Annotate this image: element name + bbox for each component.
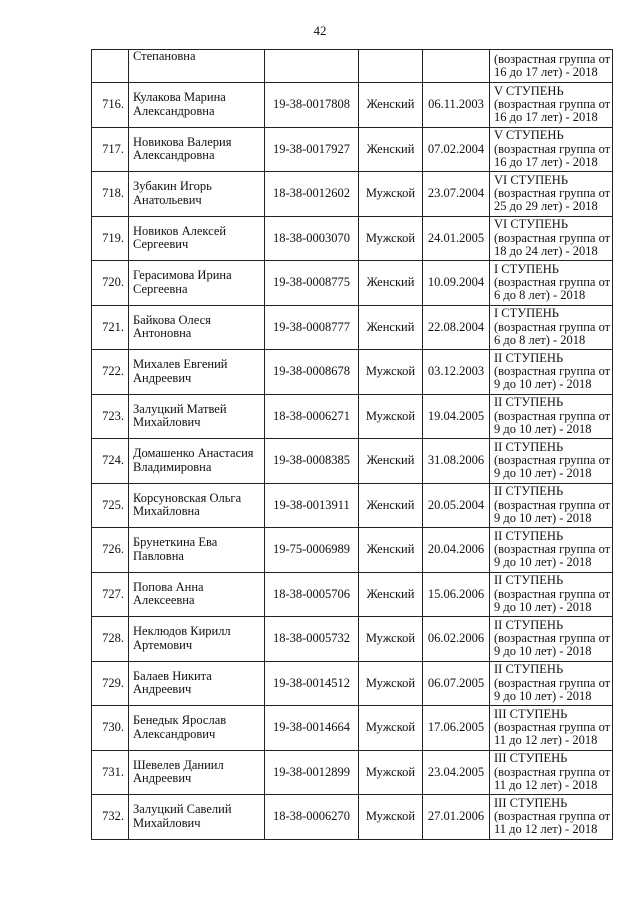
- row-number: 725.: [92, 483, 129, 528]
- participant-level: [490, 127, 613, 172]
- participant-gender: Мужской: [359, 350, 423, 395]
- level-line: (возрастная группа от: [494, 186, 611, 201]
- level-line: (возрастная группа от: [494, 809, 611, 824]
- level-line: (возрастная группа от: [494, 631, 611, 646]
- table-row: [92, 572, 613, 617]
- participant-gender: Мужской: [359, 216, 423, 261]
- participant-level: [490, 350, 613, 395]
- row-number: 722.: [92, 350, 129, 395]
- row-number: 729.: [92, 661, 129, 706]
- row-number: 724.: [92, 439, 129, 484]
- participant-gender: Женский: [359, 261, 423, 306]
- participant-name: [129, 750, 265, 795]
- participant-birthdate: 22.08.2004: [423, 305, 490, 350]
- name-line: Залуцкий Матвей: [133, 401, 227, 416]
- participant-birthdate: 19.04.2005: [423, 394, 490, 439]
- level-line: (возрастная группа от: [494, 364, 611, 379]
- table-row: [92, 617, 613, 662]
- level-line: 9 до 10 лет) - 2018: [494, 466, 592, 481]
- level-line: 9 до 10 лет) - 2018: [494, 599, 592, 614]
- table-row: [92, 750, 613, 795]
- row-number: 727.: [92, 572, 129, 617]
- row-number: 723.: [92, 394, 129, 439]
- participant-gender: [359, 50, 423, 83]
- level-line: V СТУПЕНЬ: [494, 83, 564, 98]
- name-line: Бенедык Ярослав: [133, 713, 227, 728]
- row-number: [92, 50, 129, 83]
- level-line: 16 до 17 лет) - 2018: [494, 65, 598, 79]
- level-line: 16 до 17 лет) - 2018: [494, 154, 598, 169]
- level-line: III СТУПЕНЬ: [494, 795, 568, 810]
- participant-gender: Женский: [359, 305, 423, 350]
- table-row: [92, 305, 613, 350]
- participant-birthdate: 31.08.2006: [423, 439, 490, 484]
- table-row: [92, 261, 613, 306]
- level-line: 11 до 12 лет) - 2018: [494, 777, 598, 792]
- participant-name: [129, 483, 265, 528]
- participant-id: 19-38-0014512: [265, 661, 359, 706]
- participant-birthdate: [423, 50, 490, 83]
- level-line: II СТУПЕНЬ: [494, 350, 564, 365]
- participant-name: [129, 216, 265, 261]
- level-line: II СТУПЕНЬ: [494, 573, 564, 588]
- level-line: 11 до 12 лет) - 2018: [494, 822, 598, 837]
- level-line: II СТУПЕНЬ: [494, 662, 564, 677]
- table-row: [92, 706, 613, 751]
- level-line: (возрастная группа от: [494, 51, 611, 66]
- participant-name: [129, 706, 265, 751]
- name-line: Шевелев Даниил: [133, 757, 224, 772]
- table-row: [92, 528, 613, 573]
- row-number: 728.: [92, 617, 129, 662]
- participant-gender: Женский: [359, 528, 423, 573]
- name-line: Балаев Никита: [133, 668, 212, 683]
- level-line: I СТУПЕНЬ: [494, 306, 559, 321]
- participant-id: [265, 50, 359, 83]
- name-line: Попова Анна: [133, 579, 204, 594]
- name-line: Андреевич: [133, 771, 192, 786]
- table-row: [92, 216, 613, 261]
- participant-id: 19-38-0012899: [265, 750, 359, 795]
- participant-gender: Мужской: [359, 394, 423, 439]
- participant-birthdate: 27.01.2006: [423, 795, 490, 840]
- participant-id: 19-38-0013911: [265, 483, 359, 528]
- participant-birthdate: 15.06.2006: [423, 572, 490, 617]
- level-line: 9 до 10 лет) - 2018: [494, 555, 592, 570]
- participant-name: [129, 350, 265, 395]
- participant-gender: Мужской: [359, 706, 423, 751]
- row-number: 716.: [92, 83, 129, 128]
- name-line: Александрович: [133, 726, 216, 741]
- participant-gender: Мужской: [359, 661, 423, 706]
- participant-level: [490, 394, 613, 439]
- participant-level: [490, 528, 613, 573]
- row-number: 730.: [92, 706, 129, 751]
- participant-birthdate: 20.05.2004: [423, 483, 490, 528]
- participant-level: [490, 261, 613, 306]
- participant-id: 19-38-0008775: [265, 261, 359, 306]
- participant-gender: Женский: [359, 83, 423, 128]
- row-number: 720.: [92, 261, 129, 306]
- level-line: (возрастная группа от: [494, 675, 611, 690]
- name-line: Корсуновская Ольга: [133, 490, 242, 505]
- level-line: 16 до 17 лет) - 2018: [494, 110, 598, 125]
- name-line: Зубакин Игорь: [133, 179, 212, 194]
- name-line: Владимировна: [133, 459, 212, 474]
- level-line: (возрастная группа от: [494, 542, 611, 557]
- participant-id: 18-38-0006271: [265, 394, 359, 439]
- name-line: Андреевич: [133, 370, 192, 385]
- participant-name: [129, 261, 265, 306]
- participant-level: [490, 795, 613, 840]
- level-line: 9 до 10 лет) - 2018: [494, 644, 592, 659]
- level-line: 9 до 10 лет) - 2018: [494, 688, 592, 703]
- participant-level: [490, 617, 613, 662]
- participant-gender: Женский: [359, 572, 423, 617]
- level-line: II СТУПЕНЬ: [494, 617, 564, 632]
- level-line: VI СТУПЕНЬ: [494, 172, 569, 187]
- participant-name: [129, 439, 265, 484]
- participant-id: 18-38-0003070: [265, 216, 359, 261]
- level-line: III СТУПЕНЬ: [494, 706, 568, 721]
- name-line: Сергеевич: [133, 237, 189, 252]
- row-number: 717.: [92, 127, 129, 172]
- participant-birthdate: 23.04.2005: [423, 750, 490, 795]
- level-line: V СТУПЕНЬ: [494, 128, 564, 143]
- participant-birthdate: 03.12.2003: [423, 350, 490, 395]
- table-row: [92, 439, 613, 484]
- participant-gender: Мужской: [359, 750, 423, 795]
- participant-birthdate: 10.09.2004: [423, 261, 490, 306]
- participant-id: 19-38-0008777: [265, 305, 359, 350]
- row-number: 719.: [92, 216, 129, 261]
- participant-level: [490, 216, 613, 261]
- participant-level: [490, 83, 613, 128]
- level-line: (возрастная группа от: [494, 408, 611, 423]
- name-line: Новикова Валерия: [133, 134, 232, 149]
- table-row: [92, 127, 613, 172]
- participant-level: [490, 572, 613, 617]
- participant-level: [490, 50, 613, 83]
- name-line: Сергеевна: [133, 281, 188, 296]
- name-line: Александровна: [133, 148, 215, 163]
- participant-gender: Мужской: [359, 617, 423, 662]
- name-line: Неклюдов Кирилл: [133, 624, 231, 639]
- name-line: Михалев Евгений: [133, 357, 228, 372]
- participant-id: 19-38-0014664: [265, 706, 359, 751]
- table-row: [92, 394, 613, 439]
- level-line: (возрастная группа от: [494, 764, 611, 779]
- name-line: Алексеевна: [133, 593, 195, 608]
- level-line: II СТУПЕНЬ: [494, 439, 564, 454]
- level-line: 9 до 10 лет) - 2018: [494, 377, 592, 392]
- row-number: 718.: [92, 172, 129, 217]
- level-line: II СТУПЕНЬ: [494, 484, 564, 499]
- participant-level: [490, 305, 613, 350]
- participant-birthdate: 06.07.2005: [423, 661, 490, 706]
- level-line: 9 до 10 лет) - 2018: [494, 510, 592, 525]
- participant-id: 19-75-0006989: [265, 528, 359, 573]
- participant-name: [129, 572, 265, 617]
- table-row: [92, 795, 613, 840]
- participant-id: 18-38-0012602: [265, 172, 359, 217]
- participant-birthdate: 24.01.2005: [423, 216, 490, 261]
- participant-level: [490, 750, 613, 795]
- name-line: Брунеткина Ева: [133, 535, 218, 550]
- row-number: 726.: [92, 528, 129, 573]
- name-line: Павловна: [133, 548, 184, 563]
- row-number: 732.: [92, 795, 129, 840]
- participant-id: 19-38-0017808: [265, 83, 359, 128]
- level-line: 25 до 29 лет) - 2018: [494, 199, 598, 214]
- participant-birthdate: 20.04.2006: [423, 528, 490, 573]
- row-number: 721.: [92, 305, 129, 350]
- level-line: (возрастная группа от: [494, 720, 611, 735]
- name-line: Новиков Алексей: [133, 223, 227, 238]
- level-line: (возрастная группа от: [494, 97, 611, 112]
- participant-name: [129, 305, 265, 350]
- table-body: [92, 50, 613, 840]
- level-line: 6 до 8 лет) - 2018: [494, 288, 586, 303]
- name-line: Анатольевич: [133, 192, 202, 207]
- participant-level: [490, 706, 613, 751]
- table-row: [92, 83, 613, 128]
- participant-birthdate: 06.11.2003: [423, 83, 490, 128]
- name-line: Михайловна: [133, 504, 200, 519]
- participant-birthdate: 06.02.2006: [423, 617, 490, 662]
- name-line: Антоновна: [133, 326, 192, 341]
- table-row: [92, 661, 613, 706]
- participant-name: [129, 617, 265, 662]
- table-row: [92, 483, 613, 528]
- participant-name: Степановна: [129, 50, 265, 83]
- level-line: III СТУПЕНЬ: [494, 751, 568, 766]
- name-line: Артемович: [133, 637, 193, 652]
- participant-name: [129, 661, 265, 706]
- level-line: 6 до 8 лет) - 2018: [494, 332, 586, 347]
- participants-table: [91, 49, 613, 840]
- name-line: Михайлович: [133, 415, 201, 430]
- level-line: 9 до 10 лет) - 2018: [494, 421, 592, 436]
- name-line: Александровна: [133, 103, 215, 118]
- participant-birthdate: 23.07.2004: [423, 172, 490, 217]
- participant-id: 18-38-0005732: [265, 617, 359, 662]
- participant-id: 18-38-0006270: [265, 795, 359, 840]
- participant-level: [490, 439, 613, 484]
- level-line: (возрастная группа от: [494, 141, 611, 156]
- participant-gender: Женский: [359, 439, 423, 484]
- participant-gender: Женский: [359, 483, 423, 528]
- participant-level: [490, 483, 613, 528]
- participant-name: [129, 172, 265, 217]
- participant-name: [129, 83, 265, 128]
- participant-name: [129, 394, 265, 439]
- level-line: (возрастная группа от: [494, 275, 611, 290]
- table-row: [92, 172, 613, 217]
- level-line: VI СТУПЕНЬ: [494, 217, 569, 232]
- row-number: 731.: [92, 750, 129, 795]
- participant-id: 19-38-0017927: [265, 127, 359, 172]
- name-line: Залуцкий Савелий: [133, 802, 232, 817]
- level-line: (возрастная группа от: [494, 319, 611, 334]
- participant-gender: Мужской: [359, 795, 423, 840]
- name-line: Михайлович: [133, 815, 201, 830]
- level-line: 11 до 12 лет) - 2018: [494, 733, 598, 748]
- name-line: Домашенко Анастасия: [133, 446, 254, 461]
- name-line: Кулакова Марина: [133, 90, 226, 105]
- participant-gender: Мужской: [359, 172, 423, 217]
- name-line: Герасимова Ирина: [133, 268, 232, 283]
- level-line: (возрастная группа от: [494, 586, 611, 601]
- participant-gender: Женский: [359, 127, 423, 172]
- level-line: (возрастная группа от: [494, 497, 611, 512]
- level-line: 18 до 24 лет) - 2018: [494, 243, 598, 258]
- level-line: (возрастная группа от: [494, 453, 611, 468]
- level-line: I СТУПЕНЬ: [494, 261, 559, 276]
- table-row-continued: [92, 50, 613, 83]
- name-line: Байкова Олеся: [133, 312, 211, 327]
- participant-level: [490, 172, 613, 217]
- participant-id: 19-38-0008678: [265, 350, 359, 395]
- table-row: [92, 350, 613, 395]
- name-line: Андреевич: [133, 682, 192, 697]
- participant-name: [129, 795, 265, 840]
- participant-birthdate: 07.02.2004: [423, 127, 490, 172]
- participant-birthdate: 17.06.2005: [423, 706, 490, 751]
- page-number: 42: [313, 23, 327, 38]
- participant-id: 19-38-0008385: [265, 439, 359, 484]
- level-line: II СТУПЕНЬ: [494, 395, 564, 410]
- participant-name: [129, 528, 265, 573]
- participant-id: 18-38-0005706: [265, 572, 359, 617]
- level-line: II СТУПЕНЬ: [494, 528, 564, 543]
- participant-name: [129, 127, 265, 172]
- level-line: (возрастная группа от: [494, 230, 611, 245]
- participant-level: [490, 661, 613, 706]
